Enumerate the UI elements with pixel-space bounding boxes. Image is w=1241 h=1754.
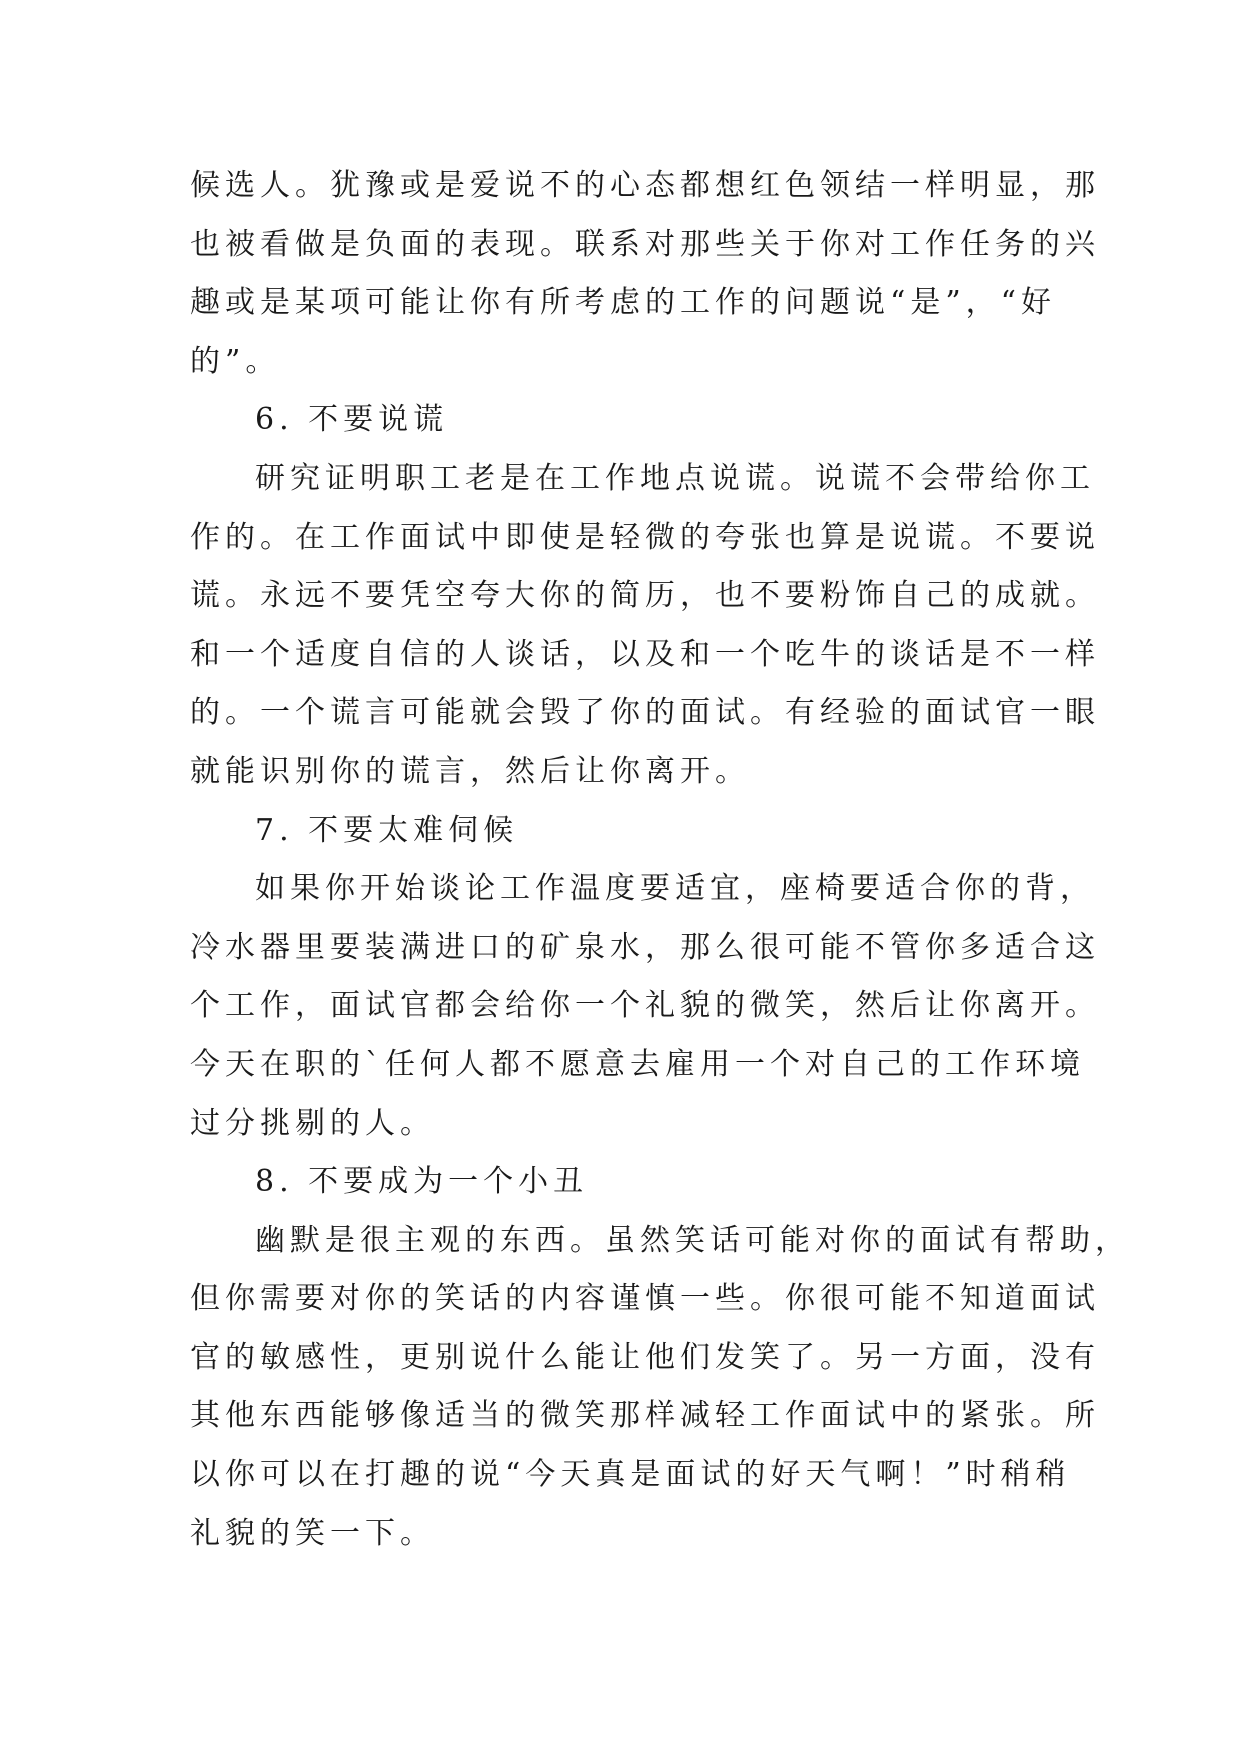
paragraph-line: 的”。 xyxy=(190,343,281,379)
paragraph-line: 幽默是很主观的东西。虽然笑话可能对你的面试有帮助， xyxy=(255,1222,1130,1258)
paragraph-line: 如果你开始谈论工作温度要适宜，座椅要适合你的背， xyxy=(255,871,1095,907)
paragraph-line: 但你需要对你的笑话的内容谨慎一些。你很可能不知道面试 xyxy=(190,1281,1100,1317)
paragraph-line: 就能识别你的谎言，然后让你离开。 xyxy=(190,753,750,789)
paragraph-line: 今天在职的`任何人都不愿意去雇用一个对自己的工作环境 xyxy=(190,1046,1085,1082)
paragraph-line: 研究证明职工老是在工作地点说谎。说谎不会带给你工 xyxy=(255,460,1095,496)
paragraph-line: 候选人。犹豫或是爱说不的心态都想红色领结一样明显，那 xyxy=(190,168,1100,203)
paragraph-line: 和一个适度自信的人谈话，以及和一个吃牛的谈话是不一样 xyxy=(190,636,1100,672)
paragraph-line: 冷水器里要装满进口的矿泉水，那么很可能不管你多适合这 xyxy=(190,929,1100,965)
paragraph-line: 其他东西能够像适当的微笑那样减轻工作面试中的紧张。所 xyxy=(190,1398,1100,1434)
paragraph-line: 官的敏感性，更别说什么能让他们发笑了。另一方面，没有 xyxy=(190,1339,1100,1375)
paragraph-line: 以你可以在打趣的说“今天真是面试的好天气啊！”时稍稍 xyxy=(190,1457,1071,1493)
paragraph-line: 趣或是某项可能让你有所考虑的工作的问题说“是”，“好 xyxy=(190,285,1057,321)
paragraph-line: 谎。永远不要凭空夸大你的简历，也不要粉饰自己的成就。 xyxy=(190,578,1100,614)
paragraph-line: 礼貌的笑一下。 xyxy=(190,1515,435,1551)
paragraph-line: 过分挑剔的人。 xyxy=(190,1105,435,1141)
section-heading: 8. 不要成为一个小丑 xyxy=(255,1164,589,1200)
paragraph-line: 作的。在工作面试中即使是轻微的夸张也算是说谎。不要说 xyxy=(190,519,1100,555)
section-heading: 6. 不要说谎 xyxy=(255,402,449,438)
paragraph-line: 也被看做是负面的表现。联系对那些关于你对工作任务的兴 xyxy=(190,226,1100,262)
body-text xyxy=(190,157,1130,1563)
section-heading: 7. 不要太难伺候 xyxy=(255,812,519,848)
paragraph-line: 的。一个谎言可能就会毁了你的面试。有经验的面试官一眼 xyxy=(190,695,1100,731)
paragraph-line: 个工作，面试官都会给你一个礼貌的微笑，然后让你离开。 xyxy=(190,988,1100,1024)
